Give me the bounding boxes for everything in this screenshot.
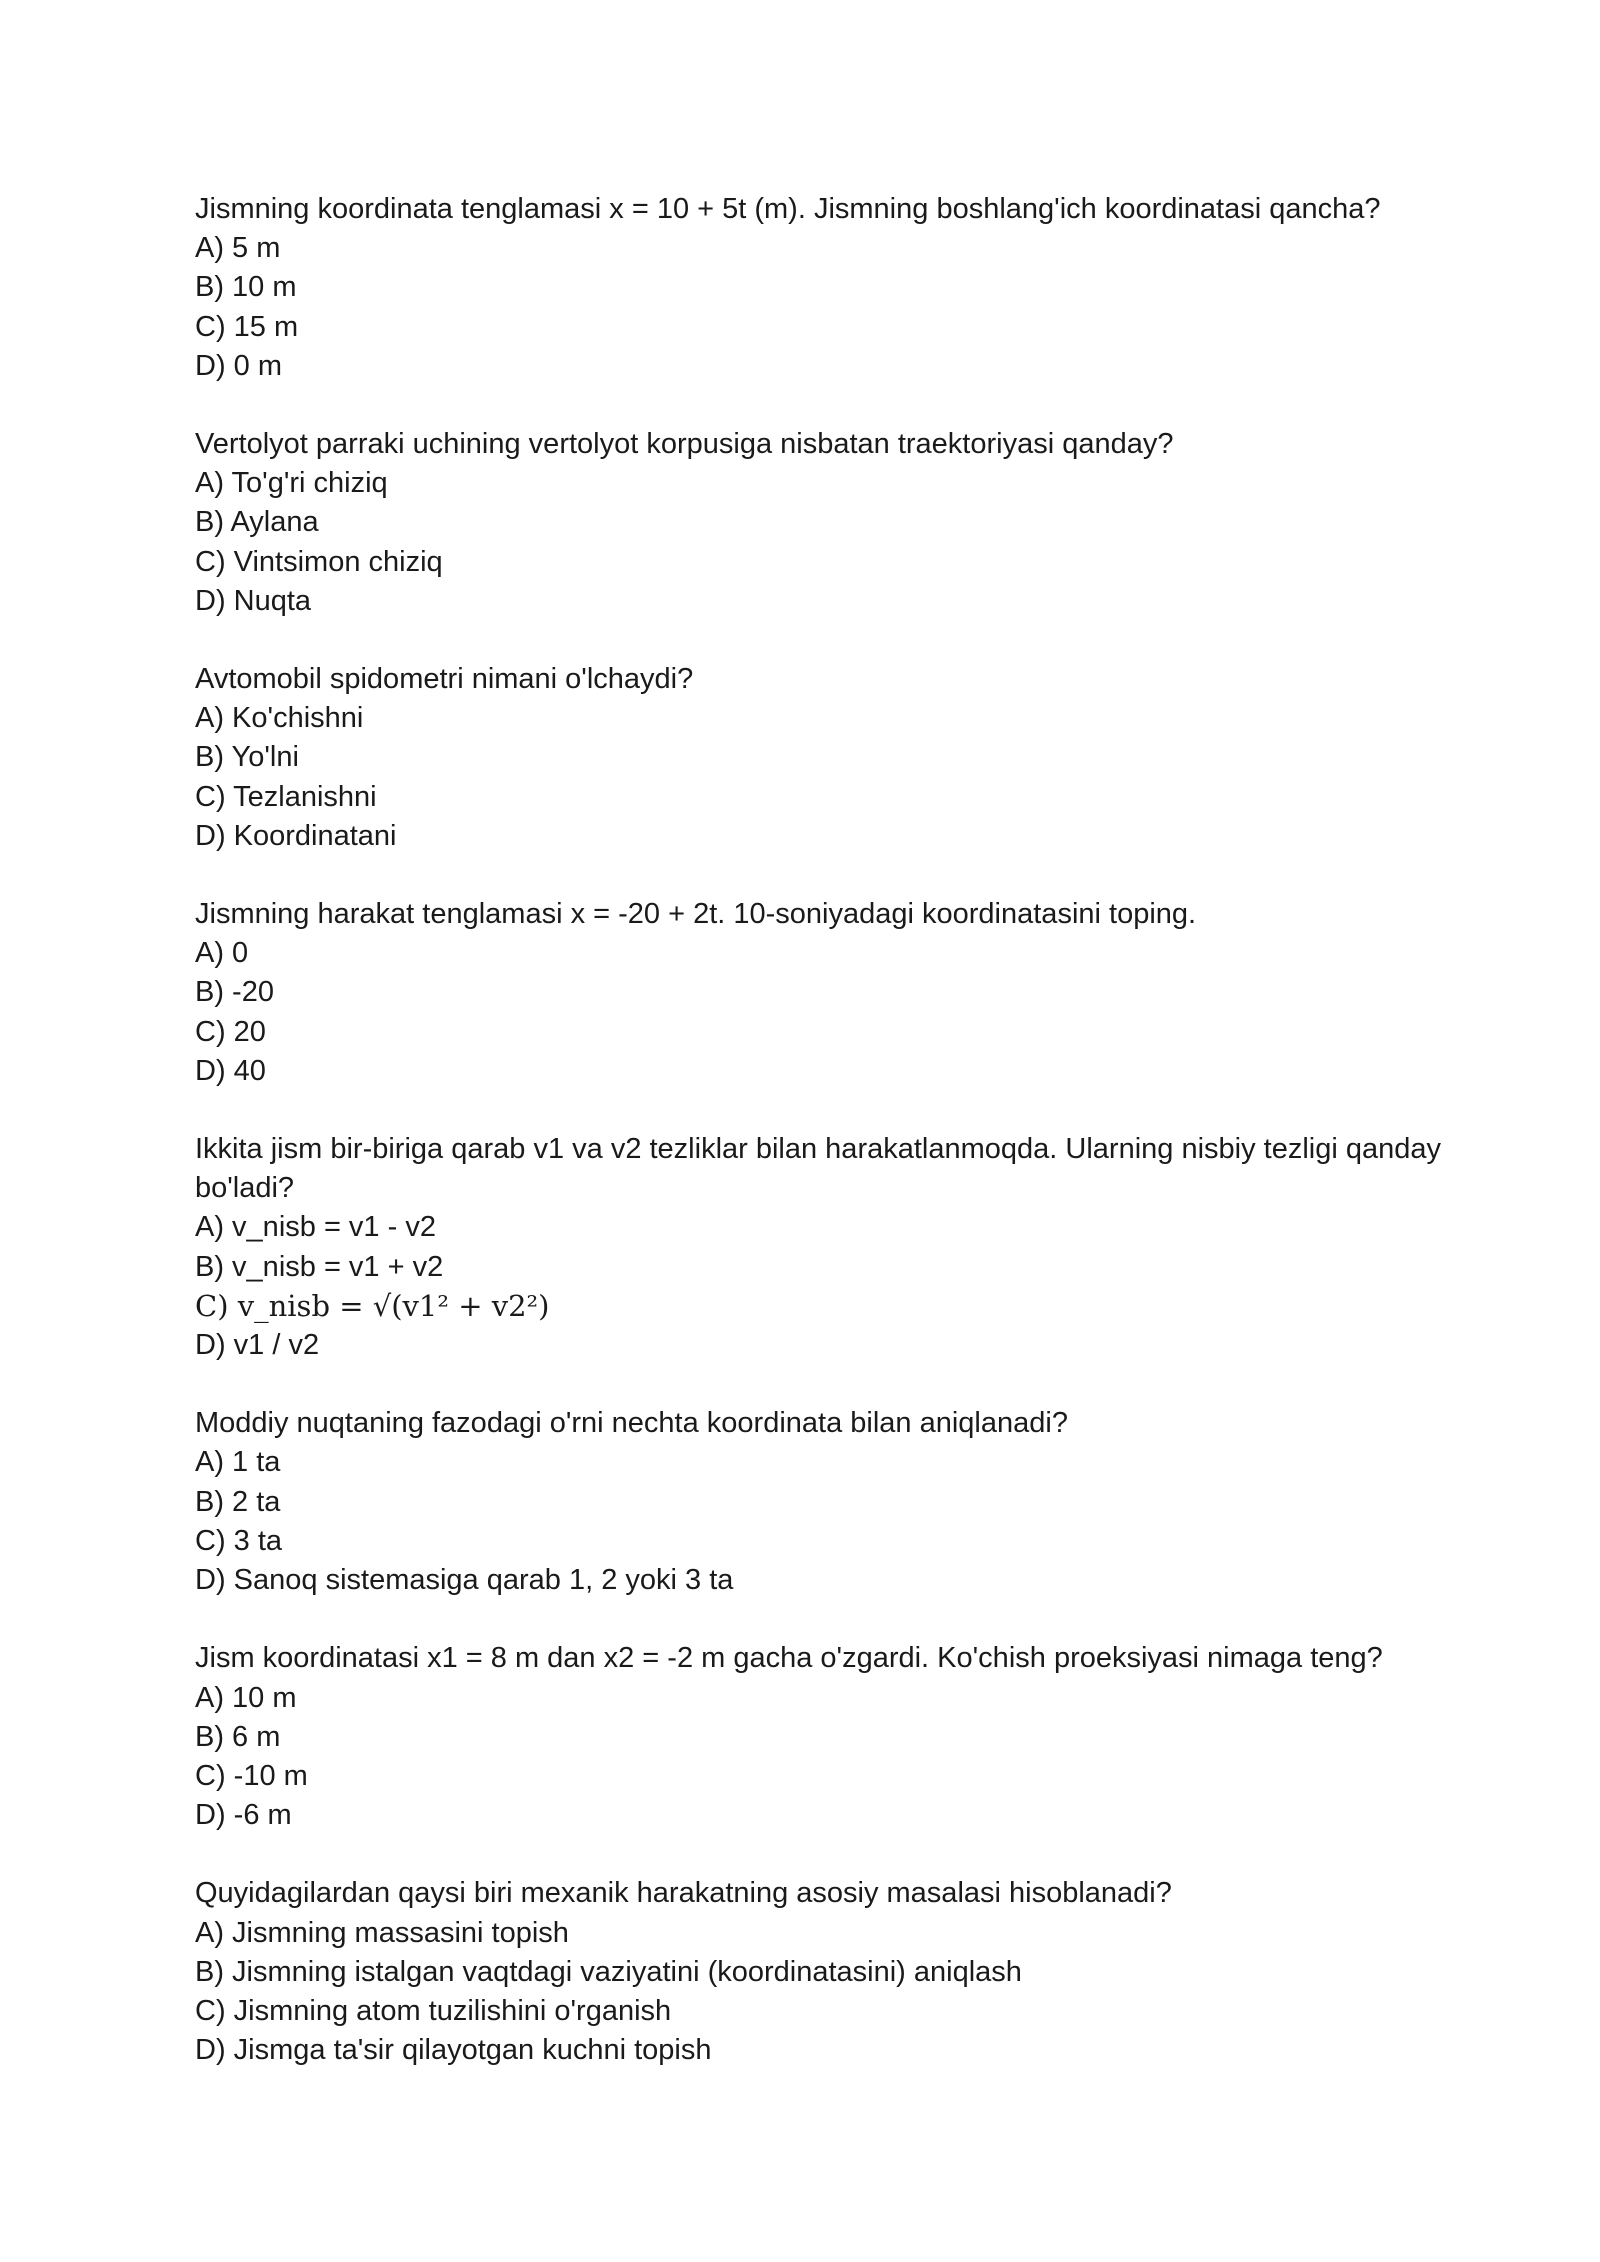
- question-1: [195, 190, 1455, 386]
- option-b: B) Yo'lni: [195, 741, 299, 774]
- option-d: D) Nuqta: [195, 584, 312, 617]
- question-text: Avtomobil spidometri nimani o'lchaydi?: [195, 663, 694, 696]
- option-b: B) 10 m: [195, 271, 297, 304]
- option-c: C) v_nisb = √(v1² + v2²): [195, 1288, 550, 1323]
- option-a: A) 5 m: [195, 232, 281, 265]
- option-b: B) 2 ta: [195, 1485, 281, 1518]
- question-text: Quyidagilardan qaysi biri mexanik harakatning asosiy masalasi hisoblanadi?: [195, 1877, 1172, 1910]
- option-d: D) Jismga ta'sir qilayotgan kuchni topish: [195, 2034, 712, 2067]
- option-b: B) Jismning istalgan vaqtdagi vaziyatini (koordinatasini) aniqlash: [195, 1955, 1022, 1988]
- option-b: B) Aylana: [195, 506, 319, 539]
- option-d: D) -6 m: [195, 1799, 292, 1832]
- option-c: C) Vintsimon chiziq: [195, 545, 443, 578]
- option-c: C) 3 ta: [195, 1524, 283, 1557]
- option-c: C) Tezlanishni: [195, 780, 377, 813]
- question-2: [195, 425, 1455, 621]
- option-b: B) 6 m: [195, 1720, 281, 1753]
- question-text: Jismning koordinata tenglamasi x = 10 + 5t (m). Jismning boshlang'ich koordinatasi qancha?: [195, 193, 1381, 225]
- question-6: [195, 1404, 1455, 1600]
- option-c: C) 15 m: [195, 310, 299, 343]
- option-d: D) Sanoq sistemasiga qarab 1, 2 yoki 3 ta: [195, 1564, 734, 1597]
- question-text: Jism koordinatasi x1 = 8 m dan x2 = -2 m gacha o'zgardi. Ko'chish proeksiyasi nimaga teng?: [195, 1642, 1383, 1675]
- option-d: D) 40: [195, 1054, 266, 1087]
- question-text: Moddiy nuqtaning fazodagi o'rni nechta koordinata bilan aniqlanadi?: [195, 1407, 1068, 1440]
- option-b: B) -20: [195, 976, 274, 1009]
- option-c: C) 20: [195, 1015, 266, 1048]
- option-a: A) Jismning massasini topish: [195, 1916, 569, 1949]
- option-a: A) Ko'chishni: [195, 702, 364, 735]
- question-8: [195, 1874, 1455, 2070]
- question-3: [195, 660, 1455, 856]
- question-text: Vertolyot parraki uchining vertolyot korpusiga nisbatan traektoriyasi qanday?: [195, 428, 1174, 461]
- option-b: B) v_nisb = v1 + v2: [195, 1250, 444, 1283]
- option-d: D) 0 m: [195, 349, 282, 382]
- question-text: Jismning harakat tenglamasi x = -20 + 2t. 10-soniyadagi koordinatasini toping.: [195, 898, 1197, 931]
- option-a: A) To'g'ri chiziq: [195, 467, 388, 500]
- option-a: A) 1 ta: [195, 1446, 281, 1479]
- question-7: [195, 1639, 1455, 1835]
- option-a: A) v_nisb = v1 - v2: [195, 1211, 436, 1244]
- quiz-document: [195, 190, 1455, 2109]
- question-text: Ikkita jism bir-biriga qarab v1 va v2 tezliklar bilan harakatlanmoqda. Ularning nisbiy tezligi qanday bo'ladi?: [195, 1133, 1441, 1205]
- option-c: C) Jismning atom tuzilishini o'rganish: [195, 1994, 672, 2027]
- option-a: A) 10 m: [195, 1681, 297, 1714]
- option-d: D) Koordinatani: [195, 819, 397, 852]
- question-4: [195, 895, 1455, 1091]
- option-a: A) 0: [195, 937, 249, 970]
- option-d: D) v1 / v2: [195, 1329, 320, 1362]
- question-5: [195, 1130, 1455, 1365]
- option-c: C) -10 m: [195, 1759, 308, 1792]
